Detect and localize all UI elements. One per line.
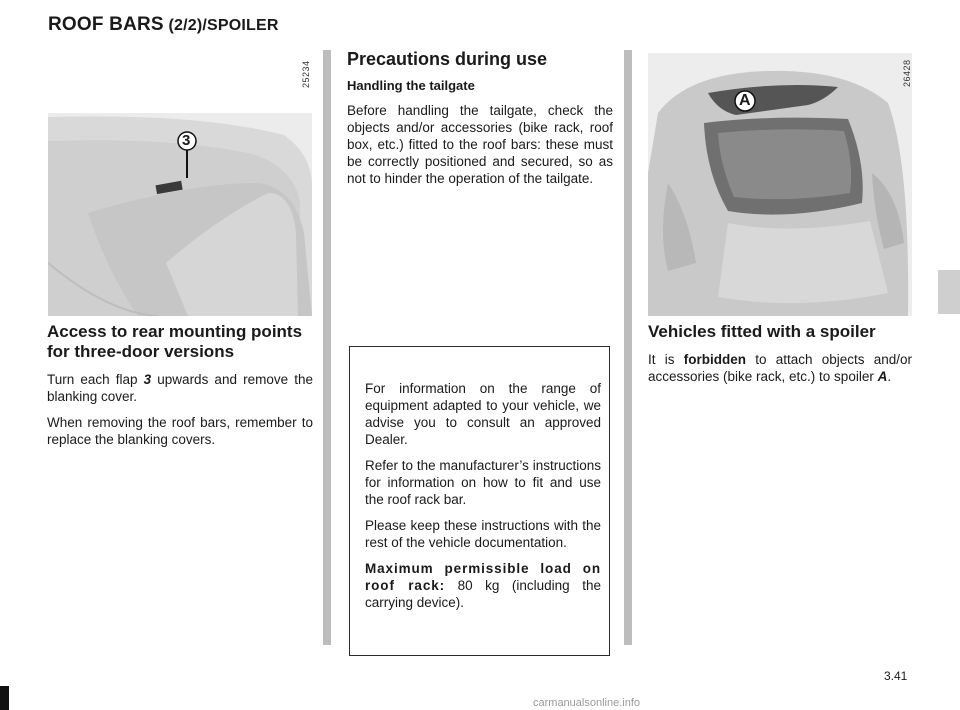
subheading-tailgate: Handling the tailgate [347, 78, 475, 93]
max-load-value: 80 kg (including the carrying device). [365, 578, 601, 610]
paragraph-tailgate: Before handling the tailgate, check the objects and/or accessories (bike rack, roof box, etc.) fitted to the roof bars: these must be correctly positioned and secured, so as not to hinder the operation of the tailgate. [347, 103, 613, 186]
note-paragraph-2: Refer to the manufacturer’s instructions for information on how to fit and use the roof rack bar. [365, 458, 601, 507]
title-sub: (2/2)/SPOILER [163, 17, 279, 34]
callout-3-label: 3 [182, 132, 191, 149]
note-paragraph-4 [365, 560, 601, 611]
spoiler-illustration [648, 53, 912, 316]
page-number: 3.41 [884, 669, 908, 683]
text-run: to attach objects and/or accessories (bike rack, etc.) to spoiler [648, 352, 912, 384]
column-divider-right [624, 50, 632, 645]
car-rear-drawing [648, 53, 912, 316]
right-text-block [648, 322, 912, 385]
flap-ref: 3 [143, 372, 152, 387]
callout-3-leader [186, 150, 188, 178]
section-heading-precautions: Precautions during use [347, 49, 548, 69]
note-box [349, 346, 610, 656]
left-text-block [47, 322, 313, 448]
paragraph-blanking-covers: When removing the roof bars, remember to replace the blanking covers. [47, 415, 313, 447]
forbidden-word: forbidden [683, 352, 746, 367]
section-heading-rear-mounting: Access to rear mounting points for three-door versions [47, 322, 303, 361]
text-run: Turn each flap [47, 372, 144, 387]
callout-A [734, 90, 756, 112]
watermark: carmanualsonline.info [533, 697, 641, 709]
callout-A-label: A [739, 92, 751, 109]
section-heading-spoiler: Vehicles fitted with a spoiler [648, 322, 876, 341]
max-load-label: Maximum permissible load on roof rack: [365, 561, 601, 593]
note-paragraph-3: Please keep these instructions with the rest of the vehicle documentation. [365, 518, 601, 550]
text-run: . [887, 369, 892, 384]
title-main: ROOF BARS [48, 14, 164, 35]
image-code-right: 26428 [902, 59, 912, 87]
paragraph-flap [47, 371, 313, 405]
chapter-tab [938, 270, 960, 314]
note-paragraph-1: For information on the range of equipment adapted to your vehicle, we advise you to consult an approved Dealer. [365, 381, 601, 447]
page-title [48, 14, 279, 36]
margin-mark [0, 686, 9, 710]
image-code-left: 25234 [301, 60, 311, 88]
text-run: It is [648, 352, 684, 367]
middle-text-block [347, 49, 613, 187]
spoiler-ref: A [877, 369, 888, 384]
text-run: upwards and remove the blanking cover. [47, 372, 313, 404]
paragraph-spoiler [648, 351, 912, 385]
column-divider-left [323, 50, 331, 645]
callout-3 [177, 131, 197, 151]
